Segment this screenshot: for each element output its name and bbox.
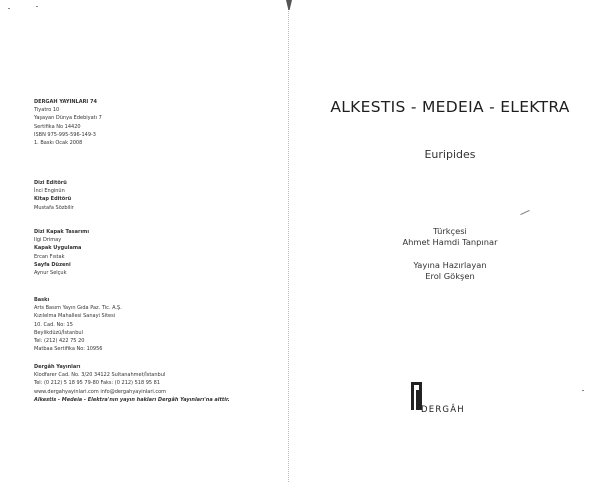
imprint-line: Dizi Kapak Tasarımı [34,229,90,235]
imprint-line: Dergâh Yayınları [34,364,81,370]
imprint-line: Kapak Uygulama [34,245,82,252]
imprint-page [0,0,290,482]
imprint-line: Tel: (0 212) 5 18 95 79-80 Faks: (0 212) 518 95 81 [34,380,161,387]
book-title: ALKESTIS - MEDEIA - ELEKTRA [330,98,570,116]
imprint-line: Kızılelma Mahallesi Sanayi Sitesi [34,313,116,320]
imprint-line: Aynur Selçuk [34,270,67,277]
imprint-line: Beylikdüzü/İstanbul [34,329,83,336]
title-page [292,0,600,482]
translator-name: Ahmet Hamdi Tanpınar [402,237,498,247]
imprint-line: Mustafa Sözbilir [34,204,74,211]
imprint-line: Kitap Editörü [34,196,72,203]
scan-speck [520,210,529,215]
imprint-line: Arts Basım Yayın Gıda Paz. Tic. A.Ş. [34,305,122,312]
scan-speck [36,6,38,7]
imprint-line: Tiyatro 10 [34,107,60,114]
imprint-line: Sayfa Düzeni [34,261,71,268]
imprint-line: İnci Enginün [34,188,65,195]
publisher-logo-text: DERGÂH [421,405,465,415]
translation-credit [312,226,588,248]
editor-credit [312,260,588,282]
imprint-line: Baskı [34,297,50,303]
imprint-design-block [34,228,89,277]
imprint-editors-block [34,179,74,212]
imprint-line: Ilgi Drimay [34,237,62,244]
imprint-line: 1. Baskı Ocak 2008 [34,140,83,147]
imprint-line: Matbaa Sertifika No: 10956 [34,346,103,353]
imprint-printing-block [34,296,122,353]
publisher-logo [411,382,491,422]
imprint-line: www.dergahyayinlari.com info@dergahyayinlari.com [34,388,167,395]
imprint-series-block [34,98,102,147]
translation-label: Türkçesi [433,226,467,236]
imprint-line: Klodfarer Cad. No. 3/20 34122 Sultanahmet/İstanbul [34,372,166,379]
imprint-line: 10. Cad. No: 15 [34,321,73,328]
imprint-line: Alkestis - Medeia - Elektra'nın yayın hakları Dergâh Yayınları'na aittir. [34,396,230,403]
imprint-line: Ercan Fıstak [34,253,65,260]
imprint-publisher-block [34,363,230,404]
imprint-line: DERGAH YAYINLARI 74 [34,99,97,105]
imprint-line: ISBN 975-995-596-149-3 [34,131,96,138]
editor-name: Erol Gökşen [425,271,475,281]
imprint-line: Sertifika No 14420 [34,123,81,130]
scan-speck [582,390,584,391]
imprint-line: Dizi Editörü [34,180,67,186]
editor-label: Yayına Hazırlayan [413,260,487,270]
scan-speck [8,8,10,9]
book-author: Euripides [424,148,476,161]
imprint-line: Tel: (212) 422 75 20 [34,338,85,345]
imprint-line: Yaşayan Dünya Edebiyatı 7 [34,115,102,122]
